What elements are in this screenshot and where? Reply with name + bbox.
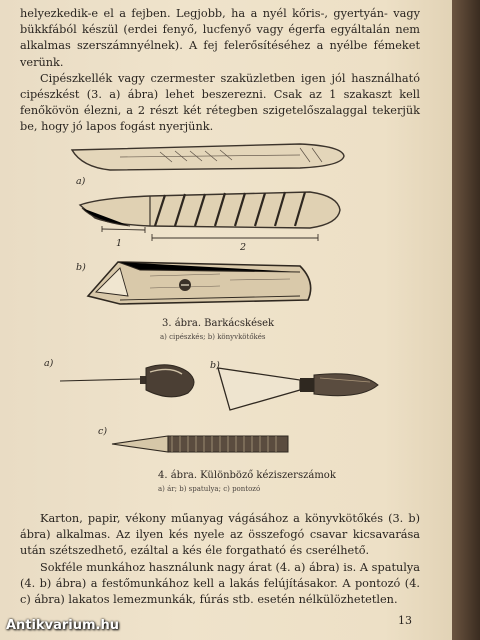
figure3-label-2: 2 [240, 242, 247, 253]
figure4-caption: 4. ábra. Különböző kéziszerszámok [158, 470, 336, 481]
spatula-illustration [218, 368, 378, 410]
center-punch-illustration [112, 436, 288, 452]
awl-illustration [60, 365, 194, 397]
shoe-knife-illustration [72, 144, 344, 170]
figure3-subcaption: a) cipészkés; b) könyvkötőkés [160, 333, 266, 341]
utility-knife-illustration [88, 262, 311, 304]
watermark: Antikvarium.hu [6, 618, 119, 633]
bottom-text-block [20, 511, 420, 608]
wrapped-knife-illustration [80, 192, 340, 241]
figure4-label-c: c) [98, 426, 108, 437]
figure4-subcaption: a) ár; b) spatulya; c) pontozó [158, 485, 261, 493]
paragraph: Karton, papir, vékony műanyag vágásához a könyvkötőkés (3. b) ábra) alkalmas. Az ilyen kés nyele az összefogó csavar kicsavarása után szétszedhető, ezáltal a kés éle forgatható és cserélhető. [20, 512, 420, 558]
figure3-label-b: b) [76, 262, 86, 273]
paragraph: Sokféle munkához használunk nagy árat (4. a) ábra) is. A spatulya (4. b) ábra) a festőmunkához kell a lakás felújításakor. A pontozó (4. c) ábra) lakatos lemezmunkák, fúrás stb. esetén nélkülözhetetlen. [20, 560, 420, 607]
paragraph: helyezkedik-e el a fejben. Legjobb, ha a nyél kőris-, gyertyán- vagy bükkfából készül (erdei fenyő, lucfenyő vagy égerfa egyáltalán nem alkalmas szerszámnyélnek). A fej felerősítéséhez a nyélbe fémeket verünk. [20, 7, 420, 69]
figure3-label-a: a) [76, 176, 86, 187]
book-binding-edge [452, 0, 480, 640]
figure3-caption: 3. ábra. Barkácskések [162, 318, 275, 329]
page-number: 13 [398, 614, 412, 627]
figure3-label-1: 1 [116, 238, 123, 249]
figure4-label-b: b) [210, 360, 220, 371]
paragraph: Cipészkellék vagy czermester szaküzletben igen jól használható cipészkést (3. a) ábra) lehet beszerezni. Csak az 1 szakaszt kell fenőkövön élezni, a 2 részt két rétegben szigetelőszalaggal tekerjük be, hogy jó lapos fogást nyerjünk. [20, 71, 420, 134]
figure4-label-a: a) [44, 358, 54, 369]
